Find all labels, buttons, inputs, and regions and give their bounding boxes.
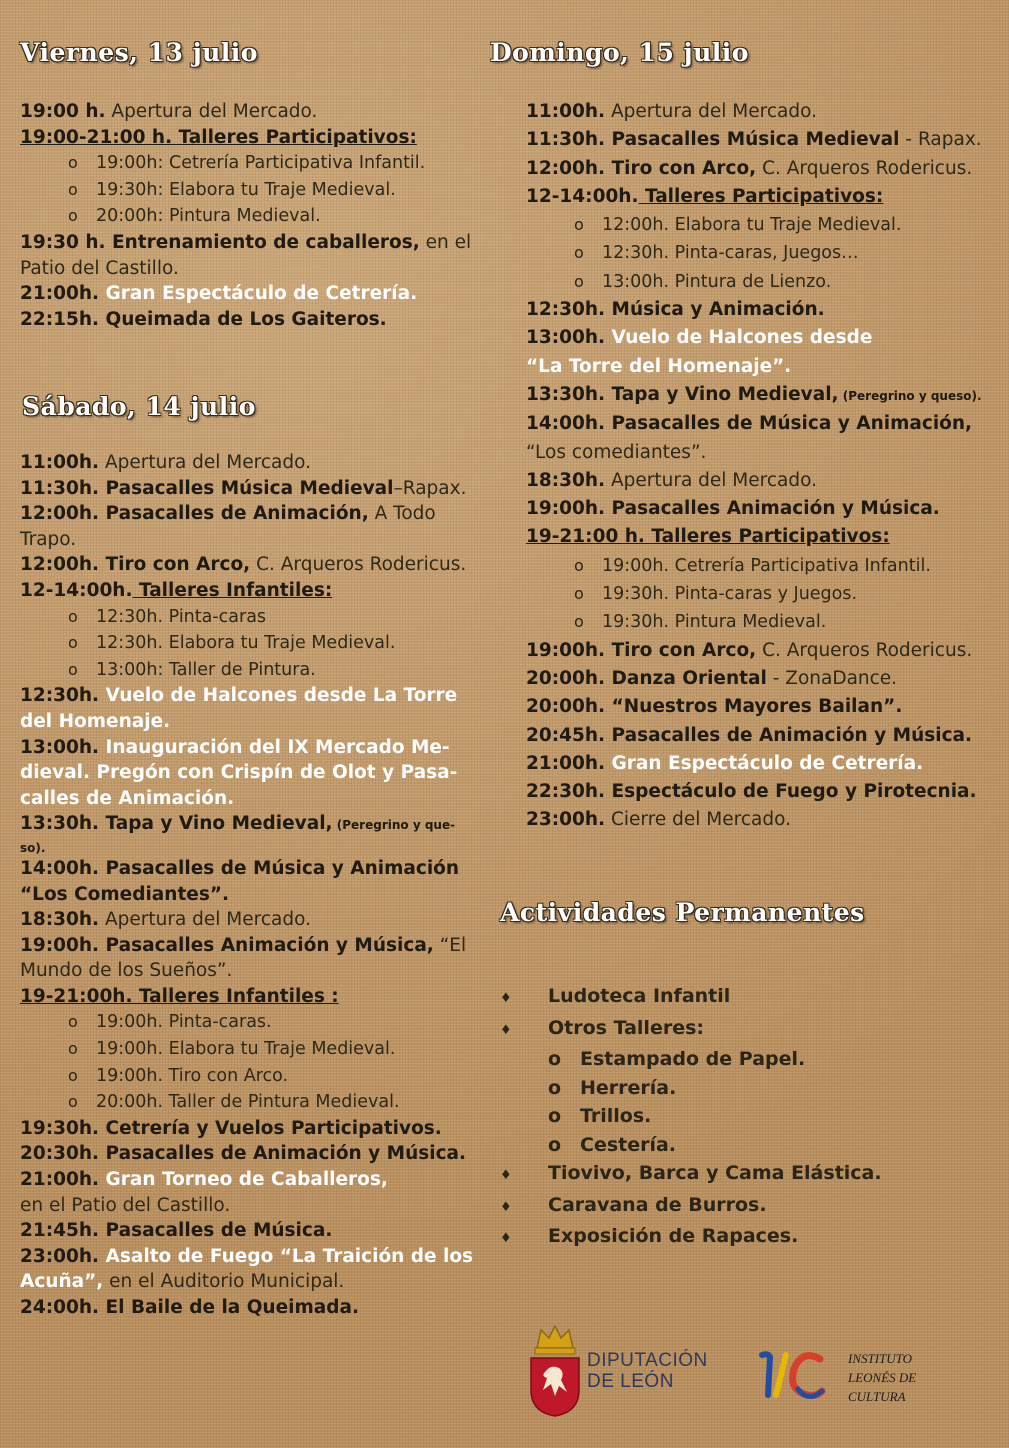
- bullet-icon: o: [574, 584, 584, 604]
- permanent-activity: [500, 1222, 980, 1254]
- event-title: Tiro con Arco,: [605, 157, 757, 179]
- diamond-bullet-icon: ♦: [500, 1168, 512, 1183]
- schedule-line: [20, 307, 471, 333]
- bullet-icon: o: [548, 1048, 562, 1070]
- permanent-activity-label: Exposición de Rapaces.: [548, 1225, 799, 1247]
- event-highlight: calles de Animación.: [20, 787, 235, 809]
- event-title: Pasacalles Animación y Música.: [605, 498, 940, 520]
- permanent-activity: [500, 1191, 980, 1223]
- permanent-activity-label: Tiovivo, Barca y Cama Elástica.: [548, 1162, 882, 1184]
- sabado-heading: Sábado, 14 julio: [22, 392, 256, 421]
- bullet-icon: o: [68, 606, 78, 626]
- sub-item-text: 12:30h. Pinta-caras, Juegos…: [602, 243, 859, 264]
- event-highlight: “La Torre del Homenaje”.: [526, 355, 792, 377]
- schedule-line: [526, 495, 982, 523]
- bullet-icon: o: [574, 243, 584, 263]
- permanent-activity: [500, 1045, 980, 1074]
- schedule-line: [20, 256, 471, 282]
- permanent-activity-label: Ludoteca Infantil: [548, 985, 731, 1007]
- sub-item-text: 19:30h. Pintura Medieval.: [602, 612, 827, 633]
- schedule-line: [20, 786, 473, 812]
- event-detail: Trapo.: [20, 528, 77, 550]
- schedule-line: [526, 608, 982, 636]
- event-highlight: del Homenaje.: [20, 710, 171, 732]
- bullet-icon: o: [574, 271, 584, 291]
- schedule-line: [20, 1036, 473, 1063]
- event-time: 12:00h.: [20, 554, 100, 576]
- sub-item-text: 19:00h: Cetrería Participativa Infantil.: [96, 153, 426, 174]
- event-detail: Apertura del Mercado.: [99, 909, 311, 931]
- permanent-activity-label: Otros Talleres:: [548, 1016, 704, 1039]
- event-detail: en el: [419, 231, 472, 253]
- event-detail: Apertura del Mercado.: [605, 469, 817, 491]
- sub-item-text: 19:00h. Cetrería Participativa Infantil.: [602, 555, 931, 576]
- bullet-icon: o: [68, 206, 78, 226]
- event-time: 19:00h.: [526, 498, 606, 520]
- event-time: 18:30h.: [526, 469, 606, 491]
- event-title: Pasacalles de Animación,: [99, 503, 369, 525]
- coat-of-arms-icon: [525, 1320, 585, 1420]
- schedule-line: [526, 467, 982, 495]
- event-time: 19:00 h.: [20, 101, 106, 122]
- bullet-icon: o: [68, 1092, 78, 1112]
- event-time: 11:30h.: [526, 129, 606, 151]
- event-time: 13:00h.: [526, 327, 606, 349]
- diamond-bullet-icon: ♦: [500, 991, 512, 1006]
- event-title: Música y Animación.: [605, 299, 825, 321]
- schedule-line: [20, 177, 471, 204]
- event-time: 20:00h.: [526, 667, 606, 689]
- workshop-header: Talleres Participativos:: [638, 185, 884, 207]
- event-time: 12-14:00h.: [526, 185, 639, 207]
- permanent-activity: [500, 982, 980, 1014]
- schedule-line: [526, 211, 982, 239]
- event-highlight: Vuelo de Halcones desde: [605, 327, 873, 349]
- schedule-line: [526, 155, 982, 183]
- schedule-line: [20, 1089, 473, 1116]
- diputacion-logo: [525, 1320, 715, 1420]
- event-title: “Nuestros Mayores Bailan”.: [605, 696, 903, 718]
- event-highlight: Inauguración del IX Mercado Me-: [99, 736, 450, 758]
- event-title: Tapa y Vino Medieval,: [605, 383, 839, 405]
- logo-text-line: CULTURA: [848, 1389, 906, 1404]
- schedule-line: [526, 410, 982, 438]
- event-detail: en el Auditorio Municipal.: [103, 1271, 345, 1293]
- event-detail: en el Patio del Castillo.: [20, 1194, 231, 1216]
- bullet-icon: o: [548, 1105, 562, 1127]
- event-title: El Baile de la Queimada.: [99, 1297, 360, 1318]
- logo-text-line: INSTITUTO: [848, 1351, 913, 1366]
- event-title: Pasacalles Música Medieval: [99, 477, 394, 499]
- schedule-line: [526, 552, 982, 580]
- event-detail: –Rapax.: [393, 477, 467, 499]
- sub-item-text: 19:30h. Pinta-caras y Juegos.: [602, 584, 858, 605]
- schedule-line: [20, 657, 473, 684]
- schedule-line: [20, 709, 473, 735]
- bullet-icon: o: [68, 1012, 78, 1032]
- schedule-line: [20, 1295, 473, 1321]
- permanent-activity: [500, 1131, 980, 1160]
- event-time: 20:30h.: [20, 1143, 100, 1165]
- viernes-heading: Viernes, 13 julio: [20, 38, 258, 67]
- bullet-icon: o: [548, 1133, 562, 1156]
- event-title: Danza Oriental: [605, 667, 767, 689]
- schedule-line: [20, 1009, 473, 1036]
- event-time: 21:45h.: [20, 1220, 100, 1242]
- event-time: 11:00h.: [20, 452, 100, 473]
- event-time: 21:00h.: [20, 283, 100, 305]
- event-detail: Patio del Castillo.: [20, 257, 179, 279]
- schedule-line: [526, 324, 982, 352]
- event-time: 13:00h.: [20, 736, 100, 758]
- sub-item-text: 20:00h. Taller de Pintura Medieval.: [96, 1092, 400, 1113]
- permanent-activity: [500, 1014, 980, 1046]
- event-title: Tiro con Arco,: [605, 639, 757, 661]
- bullet-icon: o: [548, 1076, 562, 1099]
- schedule-line: [20, 230, 471, 256]
- instituto-logo: [758, 1345, 918, 1409]
- event-time: 12:00h.: [20, 503, 100, 525]
- event-time: 11:30h.: [20, 477, 100, 499]
- event-highlight: dieval. Pregón con Crispín de Olot y Pasa-: [20, 762, 458, 784]
- bullet-icon: o: [68, 1039, 78, 1059]
- event-note: so).: [20, 840, 46, 855]
- schedule-line: [20, 99, 471, 125]
- event-time: 19:00h.: [526, 639, 606, 661]
- schedule-line: [20, 150, 471, 177]
- event-time: 12-14:00h.: [20, 579, 133, 601]
- event-time: 20:00h.: [526, 696, 606, 718]
- schedule-line: [526, 778, 982, 806]
- schedule-line: [20, 984, 473, 1010]
- schedule-line: [20, 1063, 473, 1090]
- event-highlight: Gran Espectáculo de Cetrería.: [99, 283, 418, 305]
- viernes-schedule: [20, 99, 471, 332]
- schedule-line: [20, 856, 473, 882]
- event-title: Espectáculo de Fuego y Pirotecnia.: [605, 781, 977, 803]
- schedule-line: [526, 806, 982, 834]
- permanent-activities-list: [500, 982, 980, 1254]
- schedule-line: [20, 281, 471, 307]
- schedule-line: [526, 665, 982, 693]
- event-time: 23:00h.: [526, 809, 606, 831]
- event-highlight: Acuña”,: [20, 1271, 104, 1293]
- schedule-line: [20, 907, 473, 933]
- bullet-icon: o: [574, 215, 584, 235]
- schedule-line: [20, 735, 473, 761]
- schedule-line: [526, 353, 982, 381]
- schedule-line: [20, 552, 473, 578]
- sabado-schedule: [20, 450, 473, 1321]
- schedule-line: [20, 882, 473, 908]
- event-time: 13:30h.: [526, 383, 606, 405]
- schedule-line: [20, 450, 473, 476]
- bullet-icon: o: [574, 612, 584, 632]
- schedule-line: [526, 381, 982, 410]
- permanent-activity-label: Cestería.: [580, 1133, 677, 1156]
- schedule-line: [20, 501, 473, 527]
- event-highlight: Gran Torneo de Caballeros,: [99, 1169, 388, 1191]
- schedule-line: [20, 630, 473, 657]
- schedule-line: [20, 125, 471, 151]
- schedule-line: [526, 523, 982, 551]
- event-highlight: Asalto de Fuego “La Traición de los: [99, 1245, 474, 1267]
- event-time: 19:00h.: [20, 934, 100, 956]
- schedule-line: [526, 183, 982, 211]
- event-title: Tapa y Vino Medieval,: [99, 813, 333, 835]
- event-title: Pasacalles de Animación y Música.: [99, 1143, 467, 1165]
- schedule-line: [20, 476, 473, 502]
- event-highlight: Vuelo de Halcones desde La Torre: [99, 685, 458, 707]
- event-time: 12:30h.: [526, 299, 606, 321]
- workshop-header: 19:00-21:00 h. Talleres Participativos:: [20, 126, 417, 148]
- bullet-icon: o: [68, 633, 78, 653]
- event-title: Cetrería y Vuelos Participativos.: [99, 1117, 442, 1139]
- event-detail: Apertura del Mercado.: [105, 101, 318, 122]
- permanent-activity-label: Trillos.: [580, 1105, 652, 1127]
- event-time: 22:30h.: [526, 781, 606, 803]
- event-time: 14:00h.: [20, 857, 100, 879]
- permanent-activity: [500, 1159, 980, 1191]
- bullet-icon: o: [574, 555, 584, 575]
- schedule-line: [20, 1141, 473, 1167]
- event-detail: C. Arqueros Rodericus.: [756, 639, 973, 661]
- schedule-line: [526, 239, 982, 267]
- schedule-line: [20, 1116, 473, 1142]
- bullet-icon: o: [68, 1065, 78, 1085]
- schedule-line: [526, 296, 982, 324]
- schedule-line: [526, 722, 982, 750]
- schedule-line: [526, 750, 982, 778]
- domingo-heading: Domingo, 15 julio: [490, 38, 749, 67]
- event-title: Pasacalles de Música y Animación: [99, 857, 460, 879]
- schedule-line: [526, 439, 982, 467]
- event-title: Entrenamiento de caballeros,: [105, 231, 420, 253]
- schedule-line: [20, 1167, 473, 1193]
- logo-text-line: DE LEÓN: [587, 1371, 674, 1392]
- sub-item-text: 20:00h: Pintura Medieval.: [96, 206, 321, 227]
- logo-text-line: DIPUTACIÓN: [587, 1350, 708, 1371]
- event-detail: A Todo: [368, 503, 436, 525]
- permanentes-heading: Actividades Permanentes: [500, 898, 865, 927]
- schedule-line: [526, 693, 982, 721]
- schedule-line: [20, 1193, 473, 1219]
- event-time: 11:00h.: [526, 101, 606, 122]
- event-detail: - Rapax.: [899, 129, 982, 151]
- bullet-icon: o: [68, 153, 78, 173]
- schedule-line: [20, 1244, 473, 1270]
- event-time: 20:45h.: [526, 724, 606, 746]
- schedule-line: [20, 604, 473, 631]
- diamond-bullet-icon: ♦: [500, 1022, 512, 1038]
- sub-item-text: 13:00h: Taller de Pintura.: [96, 659, 316, 680]
- sub-item-text: 19:30h: Elabora tu Traje Medieval.: [96, 179, 396, 200]
- event-detail: Cierre del Mercado.: [605, 809, 791, 831]
- schedule-line: [20, 1218, 473, 1244]
- event-time: 19:30h.: [20, 1117, 100, 1139]
- event-time: 21:00h.: [20, 1169, 100, 1191]
- event-detail: Mundo de los Sueños”.: [20, 960, 233, 982]
- workshop-header: 19-21:00h. Talleres Infantiles :: [20, 985, 339, 1007]
- event-time: 23:00h.: [20, 1245, 100, 1267]
- event-detail: C. Arqueros Rodericus.: [250, 554, 467, 576]
- event-title: Pasacalles de Música y Animación,: [605, 413, 973, 435]
- permanent-activity-label: Herrería.: [580, 1076, 677, 1099]
- schedule-line: [20, 527, 473, 553]
- event-title: Pasacalles Música Medieval: [605, 129, 900, 151]
- diamond-bullet-icon: ♦: [500, 1199, 512, 1215]
- event-time: 14:00h.: [526, 413, 606, 435]
- event-highlight: Gran Espectáculo de Cetrería.: [605, 752, 924, 774]
- permanent-activity-label: Caravana de Burros.: [548, 1193, 767, 1216]
- bullet-icon: o: [68, 179, 78, 199]
- sub-item-text: 19:00h. Elabora tu Traje Medieval.: [96, 1039, 396, 1060]
- event-title: Pasacalles Animación y Música,: [99, 934, 434, 956]
- sub-item-text: 13:00h. Pintura de Lienzo.: [602, 271, 832, 292]
- event-time: 24:00h.: [20, 1297, 100, 1318]
- schedule-line: [526, 268, 982, 296]
- event-detail: Apertura del Mercado.: [605, 101, 817, 122]
- sub-item-text: 19:00h. Pinta-caras.: [96, 1012, 272, 1033]
- event-title: Pasacalles de Animación y Música.: [605, 724, 973, 746]
- schedule-line: [20, 933, 473, 959]
- event-detail: “El: [433, 934, 467, 956]
- bullet-icon: o: [68, 659, 78, 679]
- schedule-line: [526, 126, 982, 154]
- sub-item-text: 12:30h. Pinta-caras: [96, 606, 267, 627]
- event-detail: “Los comediantes”.: [526, 441, 707, 463]
- schedule-line: [526, 98, 982, 126]
- schedule-line: [20, 760, 473, 786]
- schedule-line: [20, 203, 471, 230]
- event-time: 18:30h.: [20, 909, 100, 931]
- event-detail: Apertura del Mercado.: [99, 452, 311, 473]
- workshop-header: 19-21:00 h. Talleres Participativos:: [526, 526, 890, 548]
- schedule-line: [20, 839, 473, 856]
- schedule-line: [20, 1269, 473, 1295]
- diamond-bullet-icon: ♦: [500, 1231, 512, 1246]
- schedule-line: [20, 683, 473, 709]
- schedule-line: [20, 811, 473, 839]
- schedule-line: [526, 580, 982, 608]
- event-time: 13:30h.: [20, 813, 100, 835]
- event-title: Pasacalles de Música.: [99, 1220, 333, 1242]
- sub-item-text: 12:00h. Elabora tu Traje Medieval.: [602, 215, 902, 236]
- event-title: Queimada de Los Gaiteros.: [99, 308, 387, 330]
- event-time: 19:30 h.: [20, 231, 106, 253]
- sub-item-text: 19:00h. Tiro con Arco.: [96, 1065, 289, 1086]
- logo-text-line: LEONÉS DE: [848, 1370, 917, 1385]
- event-detail: C. Arqueros Rodericus.: [756, 157, 973, 179]
- permanent-activity-label: Estampado de Papel.: [580, 1048, 806, 1070]
- permanent-activity: [500, 1102, 980, 1131]
- event-time: 22:15h.: [20, 308, 100, 330]
- event-title: Tiro con Arco,: [99, 554, 251, 576]
- schedule-line: [20, 958, 473, 984]
- sub-item-text: 12:30h. Elabora tu Traje Medieval.: [96, 633, 396, 654]
- permanent-activity: [500, 1074, 980, 1103]
- schedule-line: [526, 637, 982, 665]
- workshop-header: Talleres Infantiles:: [132, 579, 333, 601]
- event-time: 12:00h.: [526, 157, 606, 179]
- event-note: (Peregrino y que-: [332, 818, 456, 833]
- schedule-line: [20, 578, 473, 604]
- event-detail: - ZonaDance.: [766, 667, 898, 689]
- event-title: “Los Comediantes”.: [20, 883, 230, 905]
- event-note: (Peregrino y queso).: [838, 388, 982, 403]
- event-time: 21:00h.: [526, 752, 606, 774]
- event-time: 12:30h.: [20, 685, 100, 707]
- domingo-schedule: [526, 98, 982, 835]
- ilc-mark-icon: [758, 1345, 828, 1409]
